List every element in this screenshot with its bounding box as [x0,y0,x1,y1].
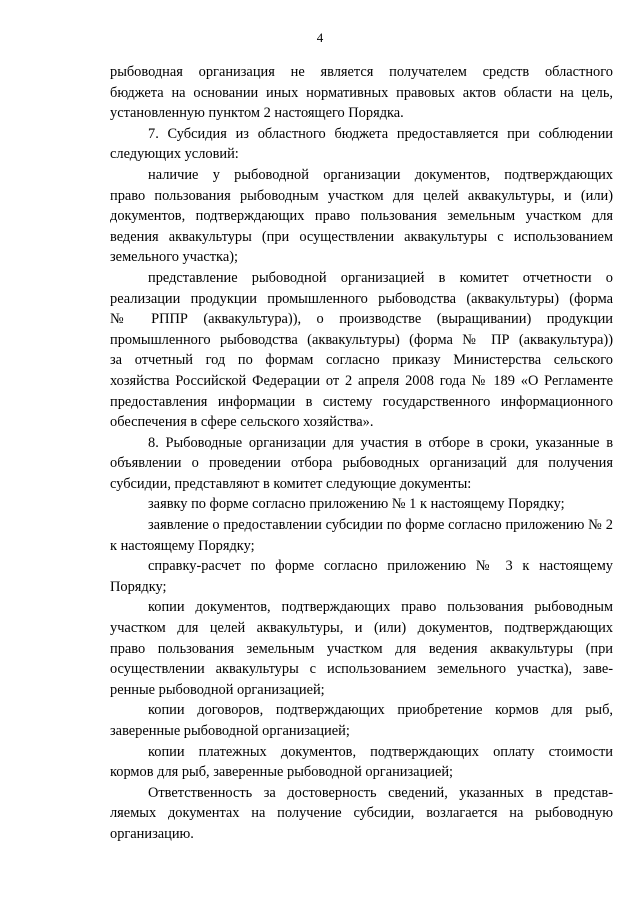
page-number: 4 [316,30,324,45]
text-line: наличие у рыбоводной организации документов, подтверждающих [148,166,613,183]
text-line: представление рыбоводной организацией в комитет отчетности о [148,269,613,286]
text-line: 7. Субсидия из областного бюджета предоставляется при соблюдении [148,125,613,142]
paragraph [110,515,613,556]
text-line: право пользования рыбоводным участком для целей аквакультуры, и (или) [110,187,613,204]
text-line: ляемых документах на получение субсидии, возлагается на рыбоводную [110,805,613,822]
text-line: документов, подтверждающих право пользования земельным участком для [110,208,613,225]
text-line: следующих условий: [110,146,239,163]
text-line: за отчетный год по формам согласно приказу Министерства сельского [110,352,613,369]
paragraph [110,62,613,124]
text-line: кормов для рыб, заверенные рыбоводной организацией; [110,764,454,781]
text-line: бюджета на основании иных нормативных правовых актов области на цель, [110,84,613,101]
paragraph [110,268,613,433]
text-line: обеспечения в сфере сельского хозяйства». [110,414,374,431]
text-line: 8. Рыбоводные организации для участия в отборе в сроки, указанные в [148,434,613,451]
text-line: промышленного рыбоводства (аквакультуры) (форма № ПР (аквакультура)) [110,331,613,348]
text-line: участком для целей аквакультуры, и (или) документов, подтверждающих [110,620,613,637]
text-line: копии платежных документов, подтверждающих оплату стоимости [148,743,613,760]
text-line: предоставления информации в систему государственного информационного [110,393,613,410]
paragraph [110,783,613,845]
paragraph [110,433,613,495]
text-line: № РППР (аквакультура)), о производстве (выращивании) продукции [110,311,613,328]
document-body [110,62,613,845]
paragraph [110,597,613,700]
text-line: ренные рыбоводной организацией; [110,681,325,698]
text-line: установленную пунктом 2 настоящего Порядка. [110,105,404,122]
paragraph [110,494,613,515]
text-line: объявлении о проведении отбора рыбоводных организаций для получения [110,455,613,472]
text-line: Порядку; [110,578,167,595]
text-line: субсидии, представляют в комитет следующие документы: [110,475,472,492]
text-line: копии договоров, подтверждающих приобретение кормов для рыб, [148,702,613,719]
text-line: организацию. [110,825,194,842]
paragraph [110,742,613,783]
text-line: Ответственность за достоверность сведений, указанных в представ- [148,784,613,801]
paragraph [110,556,613,597]
text-line: ведения аквакультуры (при осуществлении аквакультуры с использованием [110,228,613,245]
text-line: реализации продукции промышленного рыбоводства (аквакультуры) (форма [110,290,613,307]
text-line: рыбоводная организация не является получателем средств областного [110,64,613,80]
text-line: осуществлении аквакультуры с использованием земельного участка), заве- [110,661,613,678]
paragraph [110,700,613,741]
text-line: справку-расчет по форме согласно приложению № 3 к настоящему [148,558,613,575]
text-line: заявку по форме согласно приложению № 1 к настоящему Порядку; [148,496,565,513]
text-line: хозяйства Российской Федерации от 2 апреля 2008 года № 189 «О Регламенте [110,372,613,389]
paragraph [110,165,613,268]
text-line: заявление о предоставлении субсидии по форме согласно приложению № 2 [148,517,613,534]
text-line: земельного участка); [110,249,238,266]
paragraph [110,124,613,165]
text-line: к настоящему Порядку; [110,537,255,554]
text-line: копии документов, подтверждающих право пользования рыбоводным [148,599,613,616]
text-line: заверенные рыбоводной организацией; [110,723,350,739]
text-line: право пользования земельным участком для ведения аквакультуры (при [110,640,613,657]
